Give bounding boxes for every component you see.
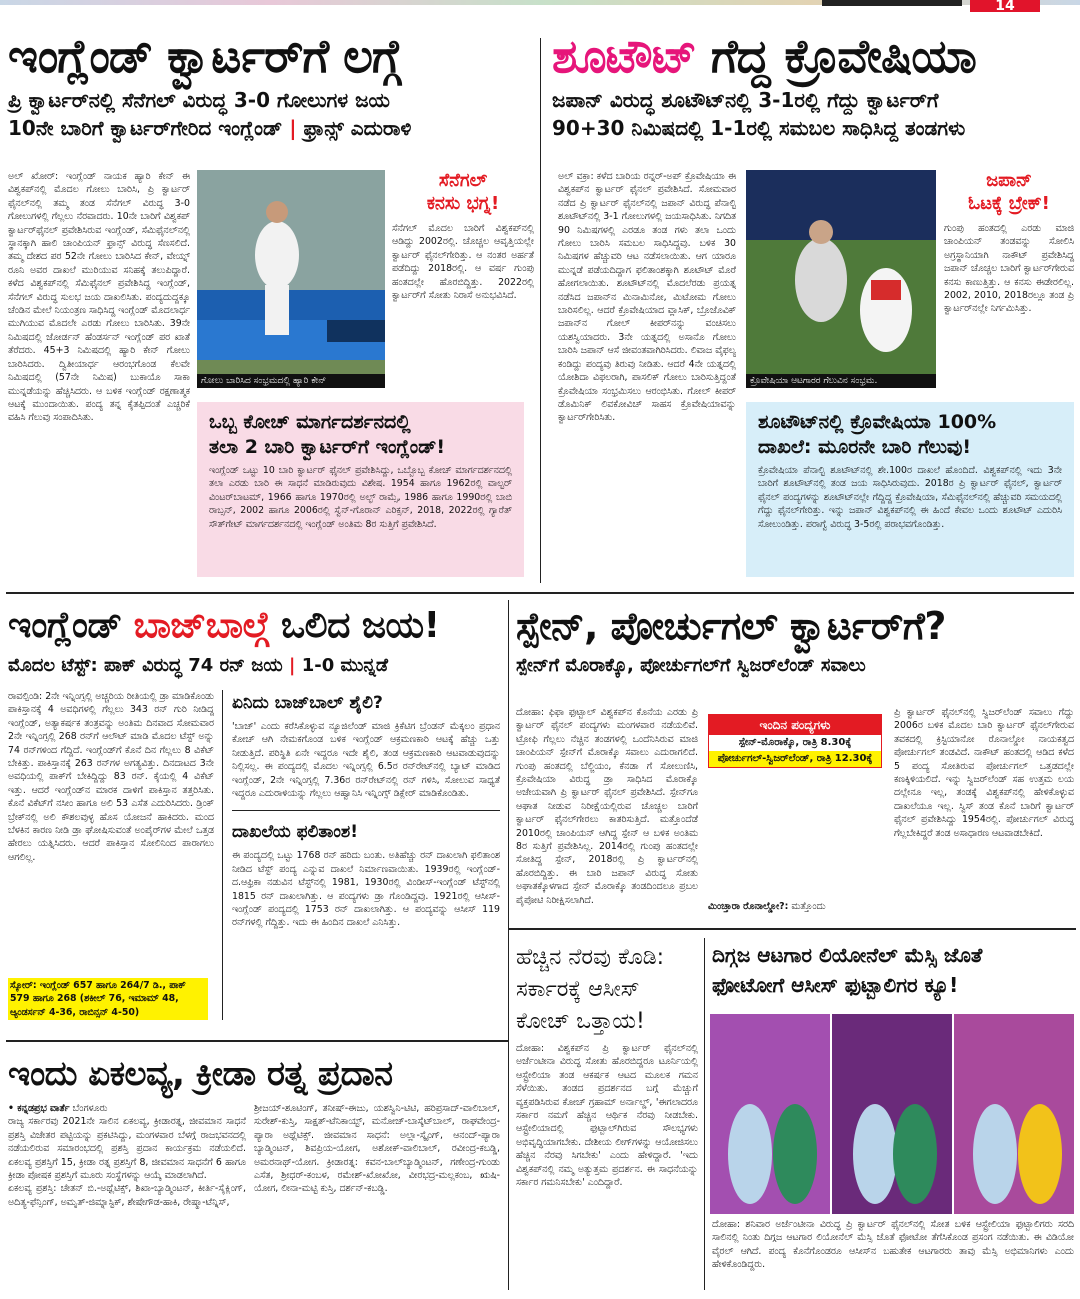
headline: ಹೆಚ್ಚಿನ ನೆರವು ಕೊಡಿ: (516, 945, 665, 970)
headline-highlight: ಬಾಜ್‌ಬಾಲ್ (133, 605, 269, 646)
subheadline-2 (8, 114, 536, 142)
story-england-bazball (8, 604, 500, 680)
article-body-column (558, 170, 736, 580)
subheadline (8, 652, 500, 680)
column-divider (540, 38, 541, 583)
byline (8, 1102, 246, 1115)
story-messi-photo (712, 940, 1076, 1000)
headline-rest: ಗೆದ್ದ ಕ್ರೊವೇಷಿಯಾ (695, 29, 976, 83)
headline-part: ಗೆ ಒಲಿದ ಜಯ! (268, 605, 440, 646)
subheadline: ಪ್ರಿ ಕ್ವಾರ್ಟರ್‌ನಲ್ಲಿ ಸೆನೆಗಲ್ ವಿರುದ್ಧ 3-0 ಗೋಲುಗಳ ಜಯ (8, 88, 390, 112)
subheadline-2: 90+30 ನಿಮಿಷದಲ್ಲಿ 1-1ರಲ್ಲಿ ಸಮಬಲ ಸಾಧಿಸಿದ್ದ ತಂಡಗಳು (552, 116, 966, 140)
photo-caption: ಕ್ರೊವೇಷಿಯಾ ಆಟಗಾರರ ಗೆಲುವಿನ ಸಂಭ್ರಮ. (746, 374, 936, 388)
sidebar-text: 'ಬಾಜ್' ಎಂದು ಕರೆಸಿಕೊಳ್ಳುವ ನ್ಯೂಜಿಲೆಂಡ್ ಮಾಜಿ ಕ್ರಿಕೆಟಿಗ ಬ್ರೆಂಡನ್ ಮೆಕ್ಕಲಂ ಪ್ರಧಾನ ಕೋಚ್ ಆಗಿ ನೇಮಕಗೊಂಡ ಬಳಿಕ ಇಂಗ್ಲೆಂಡ್ ಆಕ್ರಮಣಕಾರಿ ಆಟಕ್ಕೆ ಹೆಚ್ಚು ಒತ್ತು ನೀಡುತ್ತಿದೆ. ಪರಿಸ್ಥಿತಿ ಏನೇ ಇದ್ದರೂ ಇದೇ ಶೈಲಿ, ತಂಡ ಆಕ್ರಮಣಕಾರಿ ಆಟವಾಡುವುದನ್ನು ನಿಲ್ಲಿಸಲ್ಲ. ಈ ಪಂದ್ಯದಲ್ಲಿ ಮೊದಲ ಇನ್ನಿಂಗ್ಸಲ್ಲಿ 6.5ರ ರನ್‌ರೇಟ್‌ನಲ್ಲಿ ಬ್ಯಾಟ್ ಮಾಡಿದ ಇಂಗ್ಲೆಂಡ್, 2ನೇ ಇನ್ನಿಂಗ್ಸಲ್ಲಿ 7.36ರ ರನ್‌ರೇಟ್‌ನಲ್ಲಿ ರನ್ ಗಳಿಸಿ, ಸೋಲುವ ಸಾಧ್ಯತೆ ಇದ್ದರೂ ಎದುರಾಳಿಯನ್ನು ಗೆಲ್ಲಲು ಆಹ್ವಾನಿಸಿ ಇನ್ನಿಂಗ್ಸ್ ಡಿಕ್ಲೇರ್ ಮಾಡಿಕೊಂಡಿತು. (232, 721, 500, 800)
column-divider (704, 938, 705, 1290)
article-text: ರಾವಲ್ಪಿಂಡಿ: 2ನೇ ಇನ್ನಿಂಗ್ಸಲ್ಲಿ ಅಚ್ಚರಿಯ ರೀತಿಯಲ್ಲಿ ಡ್ರಾ ಮಾಡಿಕೊಂಡು ಪಾಕಿಸ್ತಾನಕ್ಕೆ 4 ಅವಧಿಗಳಲ್ಲಿ ಗೆಲ್ಲಲು 343 ರನ್ ಗುರಿ ನೀಡಿದ್ದ ಇಂಗ್ಲೆಂಡ್, ಅತ್ಯಾಕರ್ಷಕ ತಂತ್ರವನ್ನು ಅಂತಿಮ ದಿನವಾದ ಸೋಮವಾರ 2ನೇ ಇನ್ನಿಂಗ್ಸಲ್ಲಿ 268 ರನ್‌ಗೆ ಆಲೌಟ್ ಮಾಡಿ ಮೊದಲ ಟೆಸ್ಟ್ ಅನ್ನು 74 ರನ್‌ಗಳಿಂದ ಗೆದ್ದಿದೆ. ಇಂಗ್ಲೆಂಡ್‌ಗೆ ಕೊನೆ ದಿನ ಗೆಲ್ಲಲು 8 ವಿಕೆಟ್ ಬೇಕಿತ್ತು. ಪಾಕಿಸ್ತಾನಕ್ಕೆ 263 ರನ್‌ಗಳ ಅಗತ್ಯವಿತ್ತು. ದಿನದಾಟದ 3ನೇ ಅವಧಿಯಲ್ಲಿ ಪಾಕ್‌ಗೆ ಬೇಕಿದ್ದಿದ್ದು 83 ರನ್. ಕೈಯಲ್ಲಿ 4 ವಿಕೆಟ್ ಇತ್ತು. ಆದರೆ ಇಂಗ್ಲೆಂಡ್‌ನ ಮಾರಕ ದಾಳಿಗೆ ಪಾಕಿಸ್ತಾನ ತತ್ತರಿಸಿತು. ಕೊನೆ ವಿಕೆಟ್‌ಗೆ ನಸೀಂ ಹಾಗೂ ಅಲಿ 53 ಎಸೆತ ಎದುರಿಸಿದರು. ಡ್ರಿಂಕ್ ಬ್ರೇಕ್‌ನಲ್ಲಿ ಅಲಿ ಕೌಶಲವುಳ್ಳ ಹೊಸ ಯೋಜನೆ ಹಾಕಿದರು. ಮಂದ ಬೆಳಕಿನ ಕಾರಣ ನೀಡಿ ಡ್ರಾ ಘೋಷಿಸುವಂತೆ ಅಂಪೈರ್‌ಗಳ ಮೇಲೆ ಒತ್ತಡ ಹೇರಲು ಯತ್ನಿಸಿದರು. ಆದರೆ ಪಾಕಿಸ್ತಾನ ಸೋಲಿನಿಂದ ಪಾರಾಗಲು ಆಗಲಿಲ್ಲ. (8, 691, 214, 863)
box-croatia-record (746, 402, 1074, 577)
story-spain-portugal (516, 604, 1076, 680)
section-rule (6, 592, 1074, 594)
separator: | (289, 116, 297, 140)
box-title: ಒಬ್ಬ ಕೋಚ್ ಮಾರ್ಗದರ್ಶನದಲ್ಲಿ (209, 411, 411, 433)
caption-text: ದೋಹಾ: ಶನಿವಾರ ಅರ್ಜೆಂಟೀನಾ ವಿರುದ್ಧ ಪ್ರಿ ಕ್ವಾರ್ಟರ್ ಫೈನಲ್‌ನಲ್ಲಿ ಸೋತ ಬಳಿಕ ಆಸ್ಟ್ರೇಲಿಯಾ ಫುಟ್ಬಾಲಿಗರು ಸರದಿ ಸಾಲಿನಲ್ಲಿ ನಿಂತು ದಿಗ್ಗಜ ಆಟಗಾರ ಲಿಯೋನೆಲ್ ಮೆಸ್ಸಿ ಜೊತೆ ಫೋಟೋ ತೆಗೆಸಿಕೊಂಡ ಪ್ರಸಂಗ ನಡೆಯಿತು. ಈ ವಿಡಿಯೋ ವೈರಲ್ ಆಗಿದೆ. ಪಂದ್ಯ ಕೊನೆಗೊಂಡರೂ ಆಸೀಸ್‌ನ ಬಹುತೇಕ ಆಟಗಾರರು ತಾವು ಮೆಸ್ಸಿ ಅಭಿಮಾನಿಗಳು ಎಂದು ಹೇಳಿಕೊಂಡಿದ್ದರು. (712, 1219, 1074, 1271)
byline-source: • ಕನ್ನಡಪ್ರಭ ವಾರ್ತೆ (8, 1103, 70, 1114)
section-tag (822, 0, 962, 6)
fixture-row: ಸ್ಪೇನ್-ಮೊರಾಕ್ಕೊ, ರಾತ್ರಿ 8.30ಕ್ಕೆ (738, 737, 852, 748)
box-text: ಕ್ರೊವೇಷಿಯಾ ಪೆನಾಲ್ಟಿ ಶೂಟೌಟ್‌ನಲ್ಲಿ ಶೇ.100ರ ದಾಖಲೆ ಹೊಂದಿದೆ. ವಿಶ್ವಕಪ್‌ನಲ್ಲಿ ಇದು 3ನೇ ಬಾರಿಗೆ ಶೂಟೌಟ್‌ನಲ್ಲಿ ತಂಡ ಜಯ ಸಾಧಿಸಿರುವುದು. 2018ರ ಪ್ರಿ ಕ್ವಾರ್ಟರ್ ಫೈನಲ್, ಕ್ವಾರ್ಟರ್ ಫೈನಲ್ ಪಂದ್ಯಗಳನ್ನು ಶೂಟೌಟ್‌ನಲ್ಲೇ ಗೆದ್ದಿದ್ದ ಕ್ರೊವೇಷಿಯಾ, ಸೆಮಿಫೈನಲ್‌ನಲ್ಲಿ ಹೆಚ್ಚುವರಿ ಸಮಯದಲ್ಲಿ ಗೆದ್ದು ಫೈನಲ್‌ಗೇರಿತ್ತು. ಇನ್ನು ಜಪಾನ್ ವಿಶ್ವಕಪ್‌ನಲ್ಲಿ ಈ ಹಿಂದೆ ಕೇವಲ ಒಂದು ಶೂಟೌಟ್ ಎದುರಿಸಿ ಸೋಲುಂಡಿತ್ತು. ಪರಾಗ್ವೆ ವಿರುದ್ಧ 3-5ರಲ್ಲಿ ಪರಾಭವಗೊಂಡಿತ್ತು. (758, 465, 1062, 530)
subheadline-part: ಮೊದಲ ಟೆಸ್ಟ್: ಪಾಕ್ ವಿರುದ್ಧ 74 ರನ್ ಜಯ (8, 655, 283, 676)
sidebar-japan (944, 170, 1074, 390)
box-text: ಇಂಗ್ಲೆಂಡ್ ಒಟ್ಟು 10 ಬಾರಿ ಕ್ವಾರ್ಟರ್ ಫೈನಲ್ ಪ್ರವೇಶಿಸಿದ್ದು, ಒಬ್ಬೊಬ್ಬ ಕೋಚ್ ಮಾರ್ಗದರ್ಶನದಲ್ಲಿ ತಲಾ ಎರಡು ಬಾರಿ ಈ ಸಾಧನೆ ಮಾಡಿರುವುದು ವಿಶೇಷ. 1954 ಹಾಗೂ 1962ರಲ್ಲಿ ವಾಲ್ಟರ್ ವಿಂಟರ್‌ಬಾಟಮ್, 1966 ಹಾಗೂ 1970ರಲ್ಲಿ ಅಲ್ಫ್ ರಾಮ್ಸೆ, 1986 ಹಾಗೂ 1990ರಲ್ಲಿ ಬಾಬಿ ರಾಬ್ಸನ್, 2002 ಹಾಗೂ 2006ರಲ್ಲಿ ಸ್ವೆನ್-ಗೊರಾನ್ ಎರಿಕ್ಸನ್, 2018, 2022ರಲ್ಲಿ ಗ್ಯಾರೆತ್ ಸೌತ್‌ಗೇಟ್ ಮಾರ್ಗದರ್ಶನದಲ್ಲಿ ಇಂಗ್ಲೆಂಡ್ ಅಂತಿಮ 8ರ ಸುತ್ತಿಗೆ ಪ್ರವೇಶಿಸಿದೆ. (209, 465, 512, 530)
box-title: ಶೂಟೌಟ್‌ನಲ್ಲಿ ಕ್ರೊವೇಷಿಯಾ 100% (758, 411, 997, 433)
sidebar-senegal (392, 170, 534, 390)
column-divider (222, 690, 223, 1020)
note-text: ಮತ್ತೊಂದು (788, 901, 826, 912)
headline-2: ಸರ್ಕಾರಕ್ಕೆ ಆಸೀಸ್ (516, 977, 640, 1002)
subheadline: ಸ್ಪೇನ್‌ಗೆ ಮೊರಾಕ್ಕೊ, ಪೋರ್ಚುಗಲ್‌ಗೆ ಸ್ವಿಜರ್‌ಲೆಂಡ್ ಸವಾಲು (516, 655, 866, 676)
photo-illustration (197, 170, 385, 388)
article-body-column (8, 690, 214, 980)
box-coach-record (197, 402, 524, 577)
sidebar-text-2: ಈ ಪಂದ್ಯದಲ್ಲಿ ಒಟ್ಟು 1768 ರನ್ ಹರಿದು ಬಂತು. ಅತಿಹೆಚ್ಚು ರನ್ ದಾಖಲಾಗಿ ಫಲಿತಾಂಶ ನೀಡಿದ ಟೆಸ್ಟ್ ಪಂದ್ಯ ಎನ್ನುವ ದಾಖಲೆ ನಿರ್ಮಾಣವಾಯಿತು. 1939ರಲ್ಲಿ ಇಂಗ್ಲೆಂಡ್-ದ.ಆಫ್ರಿಕಾ ನಡುವಿನ ಟೆಸ್ಟ್‌ನಲ್ಲಿ 1981, 1930ರಲ್ಲಿ ವಿಂಡೀಸ್-ಇಂಗ್ಲೆಂಡ್ ಟೆಸ್ಟ್‌ನಲ್ಲಿ 1815 ರನ್ ದಾಖಲಾಗಿತ್ತು. ಆ ಪಂದ್ಯಗಳು ಡ್ರಾ ಗೊಂಡಿದ್ದವು. 1921ರಲ್ಲಿ ಆಸೀಸ್-ಇಂಗ್ಲೆಂಡ್ ಪಂದ್ಯದಲ್ಲಿ 1753 ರನ್ ದಾಖಲಾಗಿತ್ತು. ಆ ಪಂದ್ಯವನ್ನು ಆಸೀಸ್ 119 ರನ್‌ಗಳಲ್ಲಿ ಗೆದ್ದಿತ್ತು. ಇದು ಈ ಹಿಂದಿನ ದಾಖಲೆ ಎನಿಸಿತ್ತು. (232, 850, 500, 929)
note-label: ಮಿಂಚ್ತಾರಾ ರೊನಾಲ್ಡೋ?: (708, 901, 789, 912)
headline: ಇಂಗ್ಲೆಂಡ್ ಕ್ವಾರ್ಟರ್‌ಗೆ ಲಗ್ಗೆ (8, 29, 401, 83)
article-body-column (516, 706, 698, 920)
column-divider (508, 600, 509, 1290)
sidebar-title: ಸೆನೆಗಲ್ (438, 170, 488, 191)
headline-part: ಇಂಗ್ಲೆಂಡ್ (8, 605, 134, 646)
sidebar-bazball (232, 690, 500, 930)
headline: ಇಂದು ಏಕಲವ್ಯ, ಕ್ರೀಡಾ ರತ್ನ ಪ್ರದಾನ (8, 1054, 393, 1094)
photo-caption (712, 1218, 1074, 1294)
sidebar-title: ಏನಿದು ಬಾಜ್‌ಬಾಲ್ ಶೈಲಿ? (232, 693, 383, 713)
headline-2: ಫೋಟೋಗೆ ಆಸೀಸ್ ಫುಟ್ಬಾಲಿಗರ ಕ್ಯೂ! (712, 973, 959, 997)
award-list: ಶ್ರೀಜಯ್-ಶೂಟಿಂಗ್, ತನೀಷ್-ಈಜು, ಯಶಸ್ವಿನಿ-ಟಿಟಿ, ಹರಿಪ್ರಸಾದ್-ವಾಲಿಬಾಲ್, ಸುರೇಶ್-ಕುಸ್ತಿ, ಸಾಕ್ಷತ್-ಟೆನಿಕಾಯ್ಟ್, ಮನೋಜ್-ಬಾಸ್ಕೆಟ್‌ಬಾಲ್, ರಾಘವೇಂದ್ರ-ಪ್ಯಾರಾ ಅಥ್ಲೆಟಿಕ್ಸ್. ಜೀವಮಾನ ಸಾಧನೆ: ಅಲ್ಲಾ-ಸ್ಕೈಂಗ್, ಆನಂದ್-ಪ್ಯಾರಾ ಬ್ಯಾಡ್ಮಿಂಟನ್, ಶಿವಪ್ರಿಯ-ಯೋಗ, ಅಶೋಕ್-ವಾಲಿಬಾಲ್, ರವೀಂದ್ರ-ಕಬಡ್ಡಿ, ಅಮರನಾಥ್-ಯೋಗ. ಕ್ರೀಡಾರತ್ನ: ಕವನ-ಬಾಲ್‌ಬ್ಯಾಡ್ಮಿಂಟನ್, ಗಣೇಂದ್ರ-ಗುಂಡು ಎಸೆತ, ಶ್ರೀಧರ್-ಕಂಬಳ, ರಮೇಶ್-ಖೋಖೋ, ವೀರಭದ್ರ-ಮಲ್ಲಕಂಬ, ಋಷಿ-ಯೋಗ, ಲೀನಾ-ಮಟ್ಟಿ ಕುಸ್ತಿ, ದರ್ಶನ್-ಕಬಡ್ಡಿ. (254, 1103, 500, 1195)
box-title-2: ದಾಖಲೆ: ಮೂರನೇ ಬಾರಿ ಗೆಲುವು! (758, 436, 972, 458)
scorecard: ಸ್ಕೋರ್: ಇಂಗ್ಲೆಂಡ್ 657 ಹಾಗೂ 264/7 ಡಿ., ಪಾಕ್ 579 ಹಾಗೂ 268 (ಶಕೀಲ್ 76, ಇಮಾಮ್ 48, ಆ್ಯಂಡರ್ಸನ್ 4-36, ರಾಬಿನ್ಸನ್ 4-50) (8, 978, 208, 1020)
story-australia-coach (516, 942, 696, 1038)
article-body-column (8, 170, 190, 590)
article-text: ದೋಹಾ: ವಿಶ್ವಕಪ್‌ನ ಪ್ರಿ ಕ್ವಾರ್ಟರ್ ಫೈನಲ್‌ನಲ್ಲಿ ಅರ್ಜೆಂಟೀನಾ ವಿರುದ್ಧ ಸೋತು ಹೊರಬಿದ್ದರೂ ಟೂರ್ನಿಯಲ್ಲಿ ಆಸ್ಟ್ರೇಲಿಯಾ ತಂಡ ಆಕರ್ಷಕ ಆಟದ ಮೂಲಕ ಗಮನ ಸೆಳೆಯಿತು. ತಂಡದ ಪ್ರದರ್ಶನದ ಬಗ್ಗೆ ಮೆಚ್ಚುಗೆ ವ್ಯಕ್ತಪಡಿಸಿರುವ ಕೋಚ್ ಗ್ರಹಾಮ್ ಅರ್ನಾಲ್ಡ್, 'ಈಗಲಾದರೂ ಸರ್ಕಾರ ನಮಗೆ ಹೆಚ್ಚಿನ ಆರ್ಥಿಕ ನೆರವು ನೀಡಬೇಕು. ಆಸ್ಟ್ರೇಲಿಯಾದಲ್ಲಿ ಫುಟ್ಬಾಲ್‌ಗಿರುವ ಸೌಲಭ್ಯಗಳು ಅಭಿವೃದ್ಧಿಯಾಗಬೇಕು. ದೇಶೀಯ ಲೀಗ್‌ಗಳನ್ನು ಆಯೋಜಿಸಲು ಹೆಚ್ಚಿನ ನೆರವು ಸಿಗಬೇಕು' ಎಂದು ಹೇಳಿದ್ದಾರೆ. 'ಇದು ವಿಶ್ವಕಪ್‌ನಲ್ಲಿ ನಮ್ಮ ಅತ್ಯುತ್ತಮ ಪ್ರದರ್ಶನ. ಈ ಸಾಧನೆಯನ್ನು ಸರ್ಕಾರ ಗಮನಿಸಬೇಕು' ಎಂದಿದ್ದಾರೆ. (516, 1043, 698, 1189)
page-top-strip (0, 0, 1080, 16)
section-rule (6, 1040, 508, 1042)
divider (232, 810, 500, 811)
sidebar-text: ಗುಂಪು ಹಂತದಲ್ಲಿ ಎರಡು ಮಾಜಿ ಚಾಂಪಿಯನ್ ತಂಡವನ್ನು ಸೋಲಿಸಿ ಅಗ್ರಸ್ಥಾನಿಯಾಗಿ ನಾಕೌಟ್ ಪ್ರವೇಶಿಸಿದ್ದ ಜಪಾನ್ ಚೊಚ್ಚಲ ಬಾರಿಗೆ ಕ್ವಾರ್ಟರ್‌ಗೇರುವ ಕನಸು ಕಾಣುತ್ತಿತ್ತು. ಆ ಕನಸು ಈಡೇರಲಿಲ್ಲ. 2002, 2010, 2018ರಲ್ಲೂ ತಂಡ ಪ್ರಿ ಕ್ವಾರ್ಟರ್‌ನಲ್ಲೇ ನಿರ್ಗಮಿಸಿತ್ತು. (944, 223, 1074, 315)
article-text: ಅಲ್ ವಕ್ರಾ: ಕಳೆದ ಬಾರಿಯ ರನ್ನರ್-ಅಪ್ ಕ್ರೊವೇಷಿಯಾ ಈ ವಿಶ್ವಕಪ್‌ನ ಕ್ವಾರ್ಟರ್ ಫೈನಲ್ ಪ್ರವೇಶಿಸಿದೆ. ಸೋಮವಾರ ನಡೆದ ಪ್ರಿ ಕ್ವಾರ್ಟರ್ ಫೈನಲ್‌ನಲ್ಲಿ ಜಪಾನ್ ವಿರುದ್ಧ ಪೆನಾಲ್ಟಿ ಶೂಟೌಟ್‌ನಲ್ಲಿ 3-1 ಗೋಲುಗಳಲ್ಲಿ ಜಯಸಾಧಿಸಿತು. ನಿಗದಿತ 90 ನಿಮಿಷಗಳಲ್ಲಿ ಎರಡೂ ತಂಡ ಗಳು ತಲಾ ಒಂದು ಗೋಲು ಬಾರಿಸಿ ಸಮಬಲ ಸಾಧಿಸಿದ್ದವು. ಬಳಿಕ 30 ನಿಮಿಷಗಳ ಹೆಚ್ಚುವರಿ ಆಟ ನಡೆಸಲಾಯಿತು. ಆಗ ಯಾರೂ ಮುನ್ನಡೆ ಪಡೆಯದಿದ್ದಾಗ ಫಲಿತಾಂಶಕ್ಕಾಗಿ ಶೂಟೌಟ್ ಮೊರೆ ಹೋಗಲಾಯಿತು. ಶೂಟೌಟ್‌ನಲ್ಲಿ ಮೊದಲೆರಡು ಪ್ರಯತ್ನ ನಡೆಸಿದ ಜಪಾನ್‌ನ ಮಿನಾಮಿನೋ, ಮಿಟೋಮ ಗೋಲು ಬಾರಿಸಲಿಲ್ಲ. ಆದರೆ ಕ್ರೊವೇಷಿಯಾದ ವ್ಲಾಸಿಕ್, ಬ್ರೊಜೊವಿಕ್ ಜಪಾನ್‌ನ ಗೋಲ್ ಕೀಪರ್‌ನನ್ನು ವಂಚಿಸಲು ಯಶಸ್ವಿಯಾದರು. 3ನೇ ಯತ್ನದಲ್ಲಿ ಅಸಾನೊ ಗೋಲು ಬಾರಿಸಿ ಜಪಾನ್ ಆಸೆ ಜೀವಂತವಾಗಿರಿಸಿದರು. ಲಿವಾಜ ವೈಫಲ್ಯ ಕಂಡಿದ್ದು ಪಂದ್ಯವು ತಿರುವು ನೀಡಿತು. ಆದರೆ 4ನೇ ಯತ್ನದಲ್ಲಿ ಯೋಶಿದಾ ವಿಫಲರಾಗಿ, ಪಾಸಲಿಕ್ ಗೋಲು ಬಾರಿಸುತ್ತಿದ್ದಂತೆ ಕ್ರೊವೇಷಿಯಾ ಸಂಭ್ರಮಿಸಲು ಆರಂಭಿಸಿತು. ಗೋಲ್ ಕೀಪರ್ ಡೊಮಿನಿಕ್ ಲಿವಕೋವಿಚ್ ಸಾಹಸ ಕ್ರೊವೇಷಿಯಾವನ್ನು ಕ್ವಾರ್ಟರ್‌ಗೇರಿಸಿತು. (558, 171, 736, 424)
headline: ದಿಗ್ಗಜ ಆಟಗಾರ ಲಿಯೋನೆಲ್ ಮೆಸ್ಸಿ ಜೊತೆ (712, 943, 983, 967)
sidebar-title-2: ಓಟಕ್ಕೆ ಬ್ರೇಕ್! (968, 193, 1050, 214)
photo-illustration (746, 170, 936, 388)
subheadline-part: 10ನೇ ಬಾರಿಗೆ ಕ್ವಾರ್ಟರ್‌ಗೇರಿದ ಇಂಗ್ಲೆಂಡ್ (8, 116, 283, 140)
headline-highlight: ಶೂಟೌಟ್ (552, 29, 696, 83)
article-text: ಅಲ್ ಖೋರ್: ಇಂಗ್ಲೆಂಡ್ ನಾಯಕ ಹ್ಯಾರಿ ಕೇನ್ ಈ ವಿಶ್ವಕಪ್‌ನಲ್ಲಿ ಮೊದಲ ಗೋಲು ಬಾರಿಸಿ, ಪ್ರಿ ಕ್ವಾರ್ಟರ್ ಫೈನಲ್‌ನಲ್ಲಿ ತಮ್ಮ ತಂಡ ಸೆನೆಗಲ್ ವಿರುದ್ಧ 3-0 ಗೋಲುಗಳಲ್ಲಿ ಗೆಲ್ಲಲು ನೆರವಾದರು. 10ನೇ ಬಾರಿಗೆ ವಿಶ್ವಕಪ್ ಕ್ವಾರ್ಟರ್‌ಫೈನಲ್ ಪ್ರವೇಶಿಸಿರುವ ಇಂಗ್ಲೆಂಡ್, ಸೆಮಿಫೈನಲ್‌ನಲ್ಲಿ ಸ್ಥಾನಕ್ಕಾಗಿ ಹಾಲಿ ಚಾಂಪಿಯನ್ ಫ್ರಾನ್ಸ್ ವಿರುದ್ಧ ಸೆಣಸಲಿದೆ. ತಮ್ಮ ದೇಶದ ಪರ 52ನೇ ಗೋಲು ಬಾರಿಸಿದ ಕೇನ್, ವೇಯ್ನ್ ರೂನಿ ಅವರ ದಾಖಲೆ ಮುರಿಯುವ ಸನಿಹಕ್ಕೆ ತಲುಪಿದ್ದಾರೆ. ಕಳೆದ ವಿಶ್ವಕಪ್‌ನಲ್ಲಿ ಸೆಮಿಫೈನಲ್ ಪ್ರವೇಶಿಸಿದ್ದ ಇಂಗ್ಲೆಂಡ್, ಸೆನೆಗಲ್ ವಿರುದ್ಧ ಸುಲಭ ಜಯ ದಾಖಲಿಸಿತು. ಪಂದ್ಯದುದ್ದಕ್ಕೂ ಚೆಂಡಿನ ಮೇಲೆ ನಿಯಂತ್ರಣ ಸಾಧಿಸಿದ್ದ ಇಂಗ್ಲೆಂಡ್ ಮೊದಲಾರ್ಧ ಮುಗಿಯುವ ಮೊದಲೇ ಎರಡು ಗೋಲು ಬಾರಿಸಿತು. 39ನೇ ನಿಮಿಷದಲ್ಲಿ ಜೋರ್ಡನ್ ಹೆಂಡರ್ಸನ್ ಇಂಗ್ಲೆಂಡ್ ಪರ ಖಾತೆ ತೆರೆದರು. 45+3 ನಿಮಿಷದಲ್ಲಿ ಹ್ಯಾರಿ ಕೇನ್ ಗೋಲು ಬಾರಿಸಿದರು. ದ್ವಿತೀಯಾರ್ಧ ಆರಂಭಗೊಂಡ ಕೆಲವೇ ನಿಮಿಷದಲ್ಲಿ (57ನೇ ನಿಮಿಷ) ಬುಕಾಯೊ ಸಾಕಾ ಮುನ್ನಡೆಯನ್ನು ಹೆಚ್ಚಿಸಿದರು. ಆ ಬಳಿಕ ಇಂಗ್ಲೆಂಡ್ ರಕ್ಷಣಾತ್ಮಕ ಆಟಕ್ಕೆ ಮುಂದಾಯಿತು. ಪಂದ್ಯ ತನ್ನ ಕೈತಪ್ಪಿದಂತೆ ಎಚ್ಚರಿಕೆ ವಹಿಸಿ ಗೆಲುವು ಸಂಪಾದಿಸಿತು. (8, 171, 190, 424)
article-body-column-right (894, 706, 1074, 920)
photo-harry-kane (197, 170, 385, 388)
story-england-quarter (8, 30, 536, 142)
article-body-column (516, 1042, 698, 1292)
photo-caption: ಗೋಲು ಬಾರಿಸಿದ ಸಂಭ್ರಮದಲ್ಲಿ ಹ್ಯಾರಿ ಕೇನ್ (197, 374, 385, 388)
fixture-row: ಪೋರ್ಚುಗಲ್-ಸ್ವಿಜರ್‌ಲೆಂಡ್, ರಾತ್ರಿ 12.30ಕ್ಕೆ (709, 751, 881, 767)
award-list: ಏಕಲವ್ಯ ಪ್ರಶಸ್ತಿ: ಚೇತನ್ ಬಿ.-ಅಥ್ಲೆಟಿಕ್ಸ್, ಶಿಖಾ-ಬ್ಯಾಡ್ಮಿಂಟನ್, ಕೀರ್ತಿ-ಸೈಕ್ಲಿಂಗ್, ಅದಿತ್ಯ-ಫೆನ್ಸಿಂಗ್, ಅಮೃತ್-ಜಿಮ್ನಾಸ್ಟಿಕ್, ಶೇಷೇಗೌಡ-ಹಾಕಿ, ರೇಷ್ಮಾ-ಟೆನ್ನಿಸ್, (8, 1183, 246, 1208)
sidebar-title-2: ದಾಖಲೆಯ ಫಲಿತಾಂಶ! (232, 822, 358, 843)
article-text: ಪ್ರಿ ಕ್ವಾರ್ಟರ್ ಫೈನಲ್‌ನಲ್ಲಿ ಸ್ವಿಜರ್‌ಲೆಂಡ್ ಸವಾಲು ಗೆದ್ದು 2006ರ ಬಳಿಕ ಮೊದಲ ಬಾರಿ ಕ್ವಾರ್ಟರ್ ಫೈನಲ್‌ಗೇರುವ ತವಕದಲ್ಲಿ ಕ್ರಿಸ್ಟಿಯಾನೋ ರೊನಾಲ್ಡೋ ನಾಯಕತ್ವದ ಪೋರ್ಚುಗಲ್ ತಂಡವಿದೆ. ನಾಕೌಟ್ ಹಂತದಲ್ಲಿ ಆಡಿದ ಕಳೆದ 5 ಪಂದ್ಯ ಸೋತಿರುವ ಪೋರ್ಚುಗಲ್ ಒತ್ತಡದಲ್ಲೇ ಕಣಕ್ಕಿಳಿಯಲಿದೆ. ಇನ್ನು ಸ್ವಿಜರ್‌ಲೆಂಡ್ ಸಹ ಉತ್ತಮ ಲಯ ದಲ್ಲೇನೂ ಇಲ್ಲ, ತಂಡಕ್ಕೆ ವಿಶ್ವಕಪ್‌ನಲ್ಲಿ ಹೇಳಿಕೊಳ್ಳುವ ದಾಖಲೆಯೂ ಇಲ್ಲ. ಸ್ವಿಸ್ ತಂಡ ಕೊನೆ ಬಾರಿಗೆ ಕ್ವಾರ್ಟರ್ ಫೈನಲ್ ಪ್ರವೇಶಿಸಿದ್ದು 1954ರಲ್ಲಿ. ಪೋರ್ಚುಗಲ್ ವಿರುದ್ಧ ಗೆಲ್ಲಬೇಕಿದ್ದರೆ ತಂಡ ಅಸಾಧಾರಣ ಆಟವಾಡಬೇಕಿದೆ. (894, 707, 1074, 839)
headline (8, 604, 500, 648)
sidebar-title-2: ಕನಸು ಭಗ್ನ! (426, 193, 500, 214)
fixtures-title: ಇಂದಿನ ಪಂದ್ಯಗಳು (709, 715, 881, 735)
story-awards (8, 1052, 504, 1096)
article-body-column (8, 1102, 246, 1294)
photo-croatia-celebration (746, 170, 936, 388)
separator: | (288, 655, 296, 676)
subheadline-part: 1-0 ಮುನ್ನಡೆ (301, 655, 389, 676)
fixtures-box (708, 714, 882, 768)
subheadline: ಜಪಾನ್ ವಿರುದ್ಧ ಶೂಟೌಟ್‌ನಲ್ಲಿ 3-1ರಲ್ಲಿ ಗೆದ್ದು ಕ್ವಾರ್ಟರ್‌ಗೆ (552, 88, 939, 112)
article-text: ದೋಹಾ: ಫಿಫಾ ಫುಟ್ಬಾಲ್ ವಿಶ್ವಕಪ್‌ನ ಕೊನೆಯ ಎರಡು ಪ್ರಿ ಕ್ವಾರ್ಟರ್ ಫೈನಲ್ ಪಂದ್ಯಗಳು ಮಂಗಳವಾರ ನಡೆಯಲಿವೆ. ಟ್ರೋಫಿ ಗೆಲ್ಲಲು ನೆಚ್ಚಿನ ತಂಡಗಳಲ್ಲಿ ಒಂದೆನಿಸಿರುವ ಮಾಜಿ ಚಾಂಪಿಯನ್ ಸ್ಪೇನ್‌ಗೆ ಮೊರಾಕ್ಕೊ ಸವಾಲು ಎದುರಾಗಲಿದೆ. ಗುಂಪು ಹಂತದಲ್ಲಿ ಬೆಲ್ಜಿಯಂ, ಕೆನಡಾ ಗೆ ಸೋಲುಣಿಸಿ, ಕ್ರೊವೇಷಿಯಾ ವಿರುದ್ಧ ಡ್ರಾ ಸಾಧಿಸಿದ ಮೊರಾಕ್ಕೊ ಅಜೇಯವಾಗಿ ಪ್ರಿ ಕ್ವಾರ್ಟರ್ ಫೈನಲ್ ಪ್ರವೇಶಿಸಿದೆ. ಸ್ಪೇನ್‌ಗೂ ಆಘಾತ ನೀಡುವ ನಿರೀಕ್ಷೆಯಲ್ಲಿರುವ ಚೊಚ್ಚಲ ಬಾರಿಗೆ ಕ್ವಾರ್ಟರ್ ಫೈನಲ್‌ಗೇರಲು ಕಾತರಿಸುತ್ತಿದೆ. ಮತ್ತೊಂದೆಡೆ 2010ರಲ್ಲಿ ಚಾಂಪಿಯನ್ ಆಗಿದ್ದ ಸ್ಪೇನ್ ಆ ಬಳಿಕ ಅಂತಿಮ 8ರ ಸುತ್ತಿಗೆ ಪ್ರವೇಶಿಸಿಲ್ಲ. 2014ರಲ್ಲಿ ಗುಂಪು ಹಂತದಲ್ಲೇ ಸೋತಿದ್ದ ಸ್ಪೇನ್, 2018ರಲ್ಲಿ ಪ್ರಿ ಕ್ವಾರ್ಟರ್‌ನಲ್ಲಿ ಹೊರಬಿದ್ದಿತ್ತು. ಈ ಬಾರಿ ಜಪಾನ್ ವಿರುದ್ಧ ಸೋತು ಅಘಾತಕ್ಕೊಳಗಾದ ಸ್ಪೇನ್ ಮೊರಾಕ್ಕೊ ತಂಡದಿಂದಲೂ ಪ್ರಬಲ ಪೈಪೋಟಿ ನಿರೀಕ್ಷಿಸಲಾಗಿದೆ. (516, 707, 698, 906)
article-text: ರಾಜ್ಯ ಸರ್ಕಾರವು 2021ನೇ ಸಾಲಿನ ಏಕಲವ್ಯ, ಕ್ರೀಡಾರತ್ನ, ಜೀವಮಾನ ಸಾಧನೆ ಪ್ರಶಸ್ತಿ ವಿಜೇತರ ಪಟ್ಟಿಯನ್ನು ಪ್ರಕಟಿಸಿದ್ದು, ಮಂಗಳವಾರ ಬೆಳಗ್ಗೆ ರಾಜಭವನದಲ್ಲಿ ನಡೆಯಲಿರುವ ಸಮಾರಂಭದಲ್ಲಿ ಪ್ರಶಸ್ತಿ ಪ್ರದಾನ ಕಾರ್ಯಕ್ರಮ ನಡೆಯಲಿದೆ. ಏಕಲವ್ಯ ಪ್ರಶಸ್ತಿಗೆ 15, ಕ್ರೀಡಾ ರತ್ನ ಪ್ರಶಸ್ತಿಗೆ 8, ಜೀವಮಾನ ಸಾಧನೆಗೆ 6 ಹಾಗೂ ಕ್ರೀಡಾ ಪೋಷಕ ಪ್ರಶಸ್ತಿಗೆ ಮೂರು ಸಂಸ್ಥೆಗಳನ್ನು ಆಯ್ಕೆ ಮಾಡಲಾಗಿದೆ. (8, 1116, 246, 1182)
page-number: 14 (970, 0, 1040, 12)
subheadline-part: ಫ್ರಾನ್ಸ್ ಎದುರಾಳಿ (303, 116, 412, 140)
byline-place: ಬೆಂಗಳೂರು (69, 1103, 108, 1114)
photo-messi-australia (710, 1014, 1074, 1214)
story-croatia-shootout (552, 30, 1076, 142)
article-note (708, 900, 888, 913)
headline-3: ಕೋಚ್ ಒತ್ತಾಯ! (516, 1009, 645, 1034)
headline (552, 30, 1076, 82)
box-title-2: ತಲಾ 2 ಬಾರಿ ಕ್ವಾರ್ಟರ್‌ಗೆ ಇಂಗ್ಲೆಂಡ್! (209, 436, 446, 458)
photo-illustration (710, 1014, 1074, 1214)
article-body-column-right (254, 1102, 500, 1294)
headline: ಸ್ಪೇನ್, ಪೋರ್ಚುಗಲ್ ಕ್ವಾರ್ಟರ್‌ಗೆ? (516, 604, 946, 648)
sidebar-title: ಜಪಾನ್ (986, 170, 1032, 191)
sidebar-text: ಸೆನೆಗಲ್ ಮೊದಲ ಬಾರಿಗೆ ವಿಶ್ವಕಪ್‌ನಲ್ಲಿ ಆಡಿದ್ದು 2002ರಲ್ಲಿ. ಚೊಚ್ಚಲ ಆವೃತ್ತಿಯಲ್ಲೇ ಕ್ವಾರ್ಟರ್ ಫೈನಲ್‌ಗೇರಿತ್ತು. ಆ ನಂತರ ಅರ್ಹತೆ ಪಡೆದಿದ್ದು 2018ರಲ್ಲಿ. ಆ ವರ್ಷ ಗುಂಪು ಹಂತದಲ್ಲೇ ಹೊರಬಿದ್ದಿತ್ತು. 2022ರಲ್ಲಿ ಕ್ವಾರ್ಟರ್‌ಗೆ ಸೋತು ನಿರಾಸೆ ಅನುಭವಿಸಿದೆ. (392, 223, 534, 302)
section-rule (508, 928, 1076, 930)
